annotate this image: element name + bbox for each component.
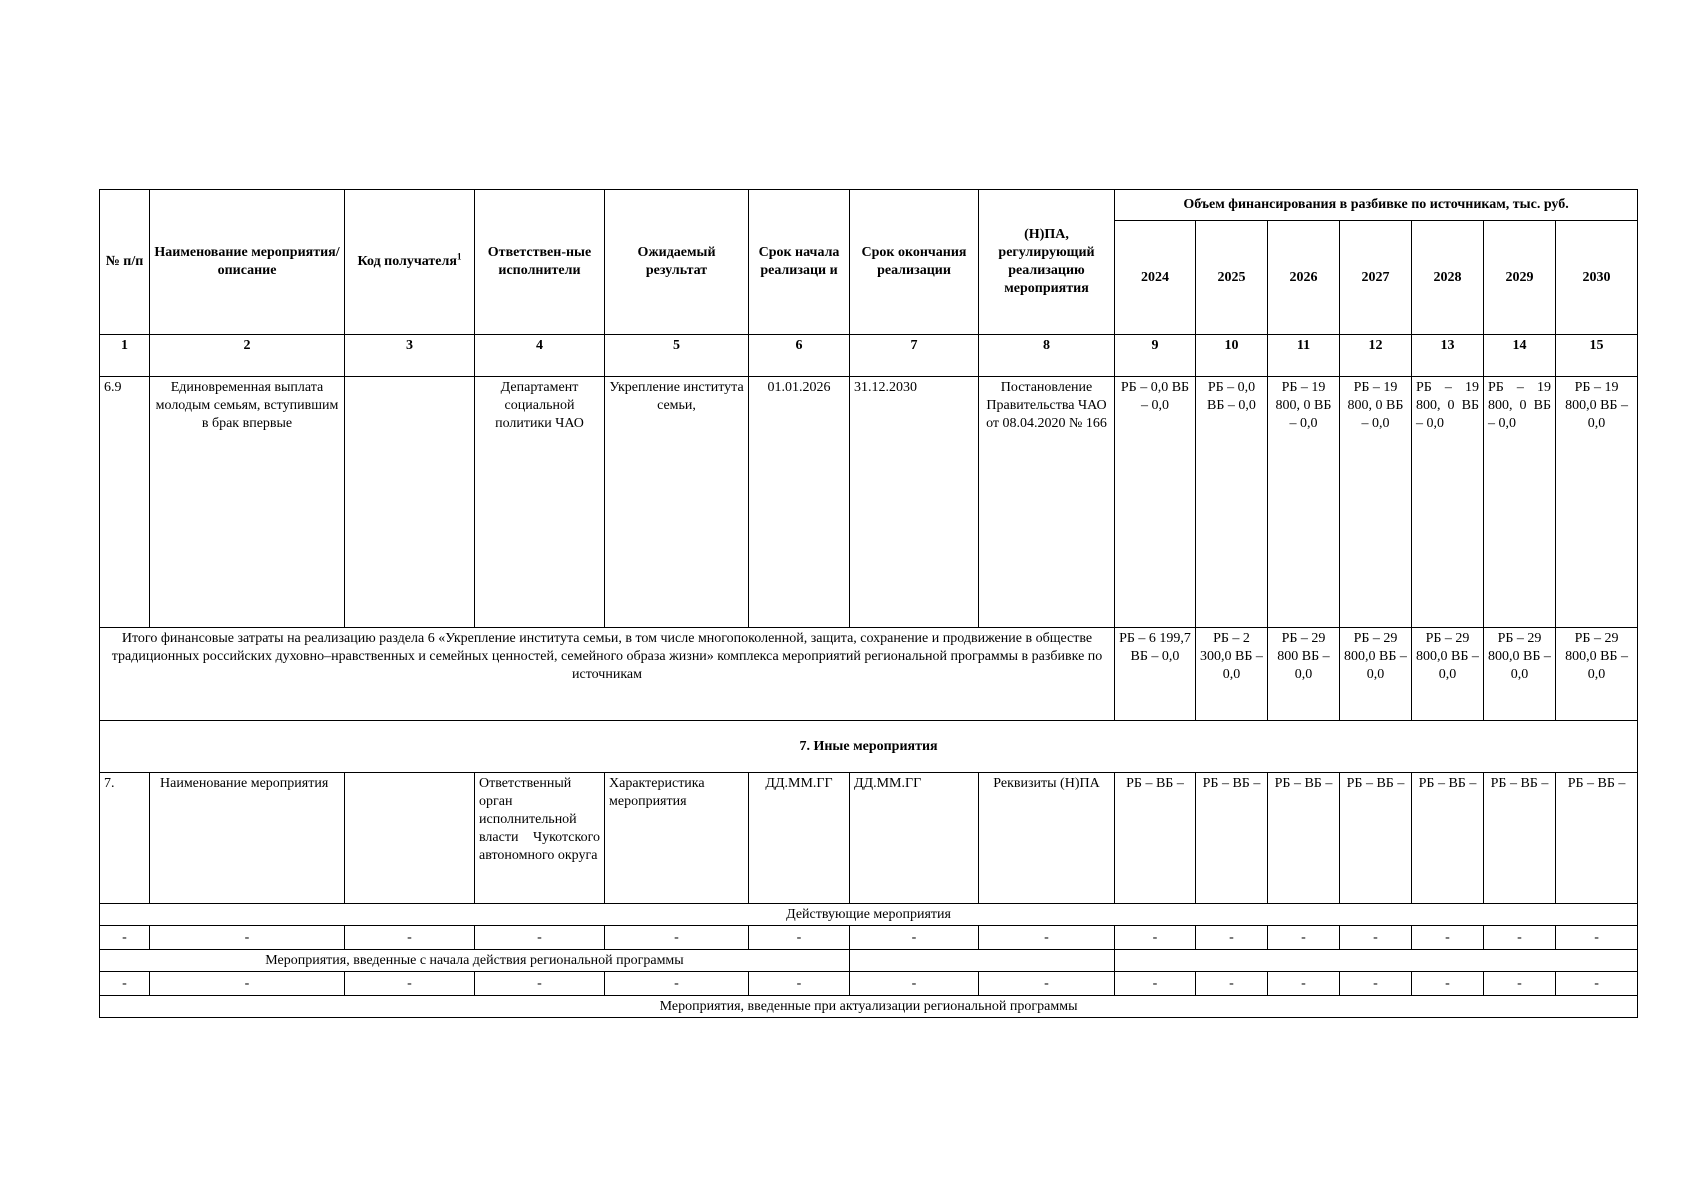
- total-funding-cell: РБ – 29 800,0 ВБ – 0,0: [1412, 628, 1484, 721]
- column-number: 3: [345, 335, 475, 377]
- subheader-row: [100, 904, 1638, 926]
- subheader-row: [100, 996, 1638, 1018]
- total-funding-cell: РБ – 6 199,7 ВБ – 0,0: [1115, 628, 1196, 721]
- subheader-active: Действующие мероприятия: [100, 904, 1638, 926]
- header-end: Срок окончания реализации: [850, 190, 979, 335]
- header-year: 2030: [1556, 221, 1638, 335]
- dash-cell: -: [979, 926, 1115, 950]
- funding-cell: РБ – 0,0 ВБ – 0,0: [1115, 377, 1196, 628]
- start-date: ДД.ММ.ГГ: [749, 773, 850, 904]
- header-name: Наименование мероприятия/ описание: [150, 190, 345, 335]
- table-row-7: [100, 773, 1638, 904]
- recipient-code: [345, 773, 475, 904]
- dash-cell: -: [850, 972, 979, 996]
- row-number: 6.9: [100, 377, 150, 628]
- section-title: 7. Иные мероприятия: [100, 721, 1638, 773]
- executor: Департамент социальной политики ЧАО: [475, 377, 605, 628]
- dash-cell: -: [605, 926, 749, 950]
- funding-cell: РБ – 0,0 ВБ – 0,0: [1196, 377, 1268, 628]
- column-number: 13: [1412, 335, 1484, 377]
- end-date: ДД.ММ.ГГ: [850, 773, 979, 904]
- column-number: 4: [475, 335, 605, 377]
- dash-cell: -: [1196, 972, 1268, 996]
- funding-cell: РБ – ВБ –: [1556, 773, 1638, 904]
- measure-name: Наименование мероприятия: [150, 773, 345, 904]
- recipient-code: [345, 377, 475, 628]
- dash-cell: -: [605, 972, 749, 996]
- column-number: 9: [1115, 335, 1196, 377]
- dash-cell: -: [1115, 926, 1196, 950]
- funding-cell: РБ – ВБ –: [1484, 773, 1556, 904]
- column-number: 6: [749, 335, 850, 377]
- column-number: 2: [150, 335, 345, 377]
- end-date: 31.12.2030: [850, 377, 979, 628]
- funding-cell: РБ – ВБ –: [1115, 773, 1196, 904]
- dash-cell: -: [150, 972, 345, 996]
- column-number: 1: [100, 335, 150, 377]
- header-num: № п/п: [100, 190, 150, 335]
- header-funding-group: Объем финансирования в разбивке по источникам, тыс. руб.: [1115, 190, 1638, 221]
- dash-cell: -: [1268, 972, 1340, 996]
- dash-cell: -: [1412, 972, 1484, 996]
- dash-cell: -: [1196, 926, 1268, 950]
- dash-cell: -: [475, 926, 605, 950]
- dash-cell: -: [345, 972, 475, 996]
- column-number: 5: [605, 335, 749, 377]
- column-number: 15: [1556, 335, 1638, 377]
- column-numbers-row: [100, 335, 1638, 377]
- header-year: 2029: [1484, 221, 1556, 335]
- header-year: 2025: [1196, 221, 1268, 335]
- header-code-label: Код получателя: [357, 254, 457, 269]
- dash-cell: -: [1340, 926, 1412, 950]
- subheader-row: [100, 950, 1638, 972]
- funding-cell: РБ – 19 800, 0 ВБ – 0,0: [1412, 377, 1484, 628]
- subheader-since-start: Мероприятия, введенные с начала действия региональной программы: [100, 950, 850, 972]
- total-funding-cell: РБ – 29 800,0 ВБ – 0,0: [1484, 628, 1556, 721]
- column-number: 10: [1196, 335, 1268, 377]
- expected-result: Укрепление института семьи,: [605, 377, 749, 628]
- column-number: 12: [1340, 335, 1412, 377]
- dash-cell: -: [1484, 926, 1556, 950]
- header-year: 2024: [1115, 221, 1196, 335]
- header-year: 2028: [1412, 221, 1484, 335]
- header-result: Ожидаемый результат: [605, 190, 749, 335]
- empty-row: [100, 972, 1638, 996]
- dash-cell: -: [749, 972, 850, 996]
- funding-cell: РБ – ВБ –: [1196, 773, 1268, 904]
- dash-cell: -: [1412, 926, 1484, 950]
- dash-cell: -: [850, 926, 979, 950]
- footnote-mark: 1: [456, 251, 462, 262]
- executor: Ответственный орган исполнительной власти Чукотского автономного округа: [475, 773, 605, 904]
- dash-cell: -: [100, 926, 150, 950]
- financing-table: [99, 189, 1638, 1018]
- measure-name: Единовременная выплата молодым семьям, вступившим в брак впервые: [150, 377, 345, 628]
- header-npa: (Н)ПА, регулирующий реализацию мероприятия: [979, 190, 1115, 335]
- dash-cell: -: [475, 972, 605, 996]
- dash-cell: -: [1115, 972, 1196, 996]
- row-number: 7.: [100, 773, 150, 904]
- funding-cell: РБ – ВБ –: [1340, 773, 1412, 904]
- column-number: 11: [1268, 335, 1340, 377]
- dash-cell: -: [100, 972, 150, 996]
- total-row: [100, 628, 1638, 721]
- header-start: Срок начала реализаци и: [749, 190, 850, 335]
- npa: Реквизиты (Н)ПА: [979, 773, 1115, 904]
- empty-cell: [850, 950, 1115, 972]
- funding-cell: РБ – 19 800, 0 ВБ – 0,0: [1268, 377, 1340, 628]
- dash-cell: -: [1556, 972, 1638, 996]
- funding-cell: РБ – 19 800,0 ВБ – 0,0: [1556, 377, 1638, 628]
- empty-row: [100, 926, 1638, 950]
- empty-cell: [1115, 950, 1638, 972]
- header-year: 2026: [1268, 221, 1340, 335]
- header-code: [345, 190, 475, 335]
- npa: Постановление Правительства ЧАО от 08.04.2020 № 166: [979, 377, 1115, 628]
- total-funding-cell: РБ – 29 800,0 ВБ – 0,0: [1556, 628, 1638, 721]
- column-number: 7: [850, 335, 979, 377]
- header-year: 2027: [1340, 221, 1412, 335]
- total-funding-cell: РБ – 29 800,0 ВБ – 0,0: [1340, 628, 1412, 721]
- dash-cell: -: [749, 926, 850, 950]
- dash-cell: -: [979, 972, 1115, 996]
- dash-cell: -: [345, 926, 475, 950]
- total-funding-cell: РБ – 29 800 ВБ – 0,0: [1268, 628, 1340, 721]
- column-number: 14: [1484, 335, 1556, 377]
- total-funding-cell: РБ – 2 300,0 ВБ – 0,0: [1196, 628, 1268, 721]
- dash-cell: -: [1268, 926, 1340, 950]
- total-label: Итого финансовые затраты на реализацию раздела 6 «Укрепление института семьи, в том числе многопоколенной, защита, сохранение и продвижение в обществе традиционных российских духовно–нравственных и семейных ценностей, семейного образа жизни» комплекса мероприятий региональной программы в разбивке по источникам: [100, 628, 1115, 721]
- funding-cell: РБ – 19 800, 0 ВБ – 0,0: [1484, 377, 1556, 628]
- subheader-on-update: Мероприятия, введенные при актуализации региональной программы: [100, 996, 1638, 1018]
- start-date: 01.01.2026: [749, 377, 850, 628]
- header-row: [100, 190, 1638, 221]
- table-row-6-9: [100, 377, 1638, 628]
- header-executors: Ответствен-ные исполнители: [475, 190, 605, 335]
- dash-cell: -: [1340, 972, 1412, 996]
- dash-cell: -: [1484, 972, 1556, 996]
- expected-result: Характеристика мероприятия: [605, 773, 749, 904]
- dash-cell: -: [150, 926, 345, 950]
- section-row: [100, 721, 1638, 773]
- funding-cell: РБ – ВБ –: [1268, 773, 1340, 904]
- dash-cell: -: [1556, 926, 1638, 950]
- funding-cell: РБ – 19 800, 0 ВБ – 0,0: [1340, 377, 1412, 628]
- column-number: 8: [979, 335, 1115, 377]
- funding-cell: РБ – ВБ –: [1412, 773, 1484, 904]
